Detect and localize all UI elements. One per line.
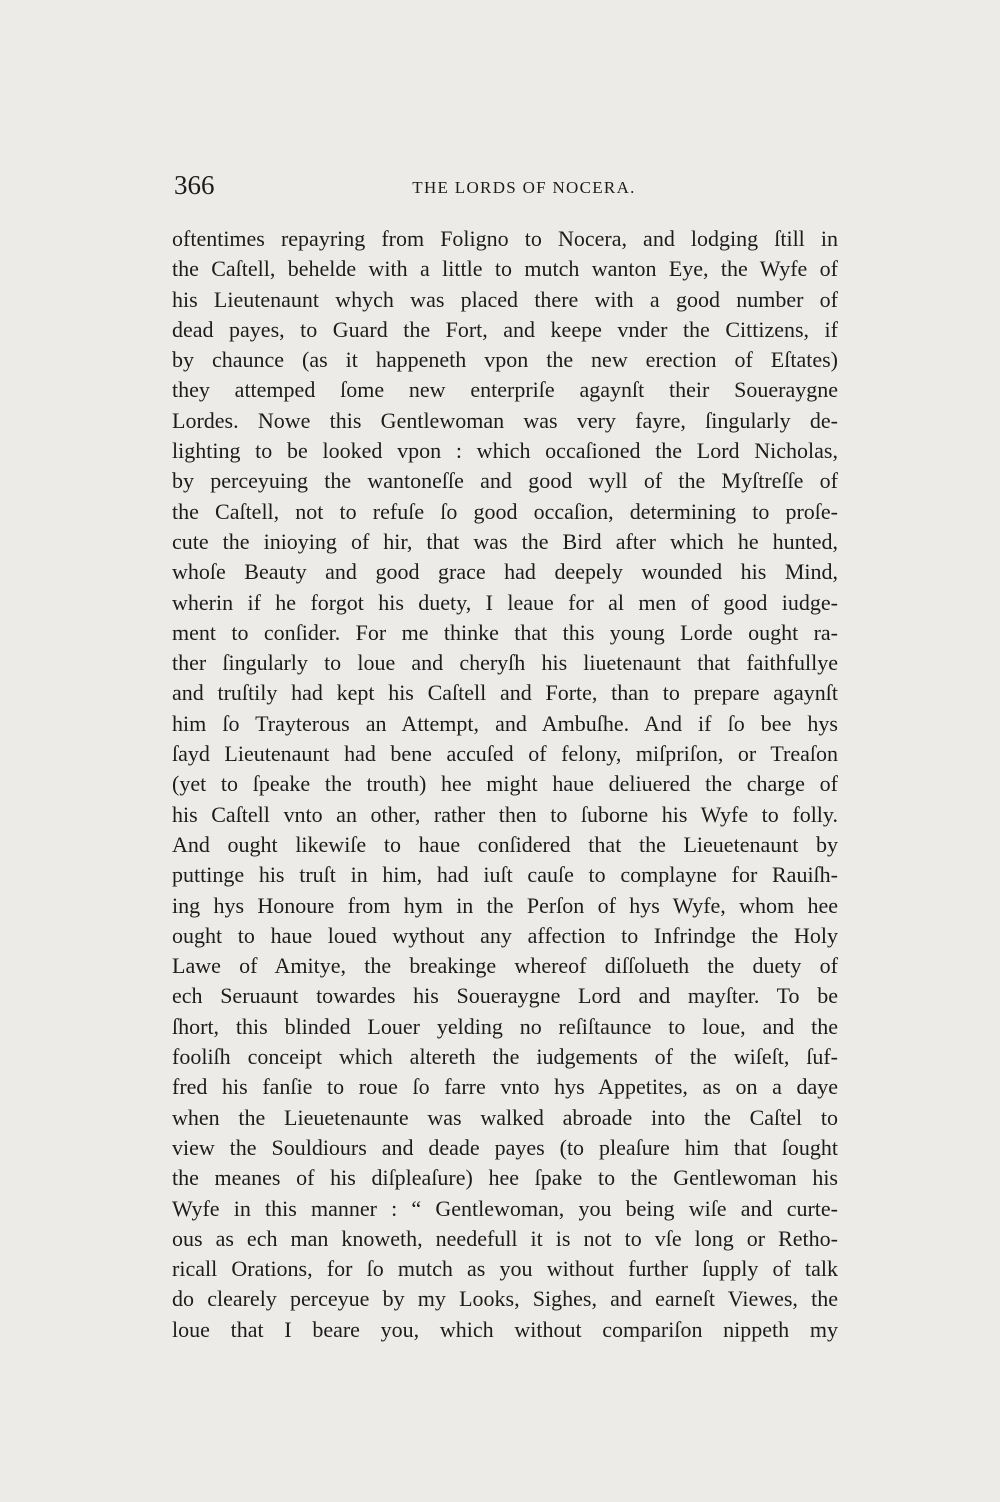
body-text bbox=[172, 224, 838, 1345]
text-line: by perceyuing the wantoneſſe and good wyll of the Myſtreſſe of bbox=[172, 468, 838, 494]
text-line: loue that I beare you, which without compariſon nippeth my bbox=[172, 1316, 838, 1342]
text-line: do clearely perceyue by my Looks, Sighes, and earneſt Viewes, the bbox=[172, 1286, 838, 1312]
text-line: and truſtily had kept his Caſtell and Forte, than to prepare agaynſt bbox=[172, 680, 838, 706]
text-line: wherin if he forgot his duety, I leaue for al men of good iudge- bbox=[172, 589, 838, 615]
text-line: ous as ech man knoweth, needefull it is not to vſe long or Retho- bbox=[172, 1225, 838, 1251]
text-line: ech Seruaunt towardes his Soueraygne Lord and mayſter. To be bbox=[172, 983, 838, 1009]
text-line: fred his fanſie to roue ſo farre vnto hys Appetites, as on a daye bbox=[172, 1074, 838, 1100]
text-line: when the Lieuetenaunte was walked abroade into the Caſtel to bbox=[172, 1104, 838, 1130]
text-line: ther ſingularly to loue and cheryſh his liuetenaunt that faithfullye bbox=[172, 650, 838, 676]
text-line: the Caſtell, behelde with a little to mutch wanton Eye, the Wyfe of bbox=[172, 256, 838, 282]
text-line: they attemped ſome new enterpriſe agaynſt their Soueraygne bbox=[172, 377, 838, 403]
text-line: his Lieutenaunt whych was placed there with a good number of bbox=[172, 286, 838, 312]
text-line: fooliſh conceipt which altereth the iudgements of the wiſeſt, ſuf- bbox=[172, 1044, 838, 1070]
text-line: ricall Orations, for ſo mutch as you without further ſupply of talk bbox=[172, 1256, 838, 1282]
text-line: ſhort, this blinded Louer yelding no reſiſtaunce to loue, and the bbox=[172, 1013, 838, 1039]
text-line: ſayd Lieutenaunt had bene accuſed of felony, miſpriſon, or Treaſon bbox=[172, 741, 838, 767]
text-line: oftentimes repayring from Foligno to Nocera, and lodging ſtill in bbox=[172, 226, 838, 251]
text-line: And ought likewiſe to haue conſidered that the Lieuetenaunt by bbox=[172, 831, 838, 857]
text-line: the meanes of his diſpleaſure) hee ſpake to the Gentlewoman his bbox=[172, 1165, 838, 1191]
text-line: view the Souldiours and deade payes (to pleaſure him that ſought bbox=[172, 1134, 838, 1160]
text-line: whoſe Beauty and good grace had deepely wounded his Mind, bbox=[172, 559, 838, 585]
text-line: dead payes, to Guard the Fort, and keepe vnder the Cittizens, if bbox=[172, 316, 838, 342]
text-line: ment to conſider. For me thinke that this young Lorde ought ra- bbox=[172, 619, 838, 645]
text-line: puttinge his truſt in him, had iuſt cauſe to complayne for Rauiſh- bbox=[172, 862, 838, 888]
text-line: lighting to be looked vpon : which occaſioned the Lord Nicholas, bbox=[172, 438, 838, 464]
running-head: THE LORDS OF NOCERA. bbox=[412, 178, 636, 197]
text-line: ing hys Honoure from hym in the Perſon of hys Wyfe, whom hee bbox=[172, 892, 838, 918]
text-line: the Caſtell, not to refuſe ſo good occaſion, determining to proſe- bbox=[172, 498, 838, 524]
text-line: Lordes. Nowe this Gentlewoman was very fayre, ſingularly de- bbox=[172, 407, 838, 433]
text-line: Wyfe in this manner : “ Gentlewoman, you being wiſe and curte- bbox=[172, 1195, 838, 1221]
text-line: him ſo Trayterous an Attempt, and Ambuſhe. And if ſo bee hys bbox=[172, 710, 838, 736]
text-line: ought to haue loued wythout any affection to Infrindge the Holy bbox=[172, 922, 838, 948]
page-number: 366 bbox=[174, 170, 215, 200]
page-header bbox=[174, 168, 850, 208]
text-line: by chaunce (as it happeneth vpon the new erection of Eſtates) bbox=[172, 347, 838, 373]
text-line: Lawe of Amitye, the breakinge whereof diſſolueth the duety of bbox=[172, 953, 838, 979]
text-line: (yet to ſpeake the trouth) hee might haue deliuered the charge of bbox=[172, 771, 838, 797]
text-line: cute the inioying of hir, that was the Bird after which he hunted, bbox=[172, 528, 838, 554]
text-line: his Caſtell vnto an other, rather then to ſuborne his Wyfe to folly. bbox=[172, 801, 838, 827]
